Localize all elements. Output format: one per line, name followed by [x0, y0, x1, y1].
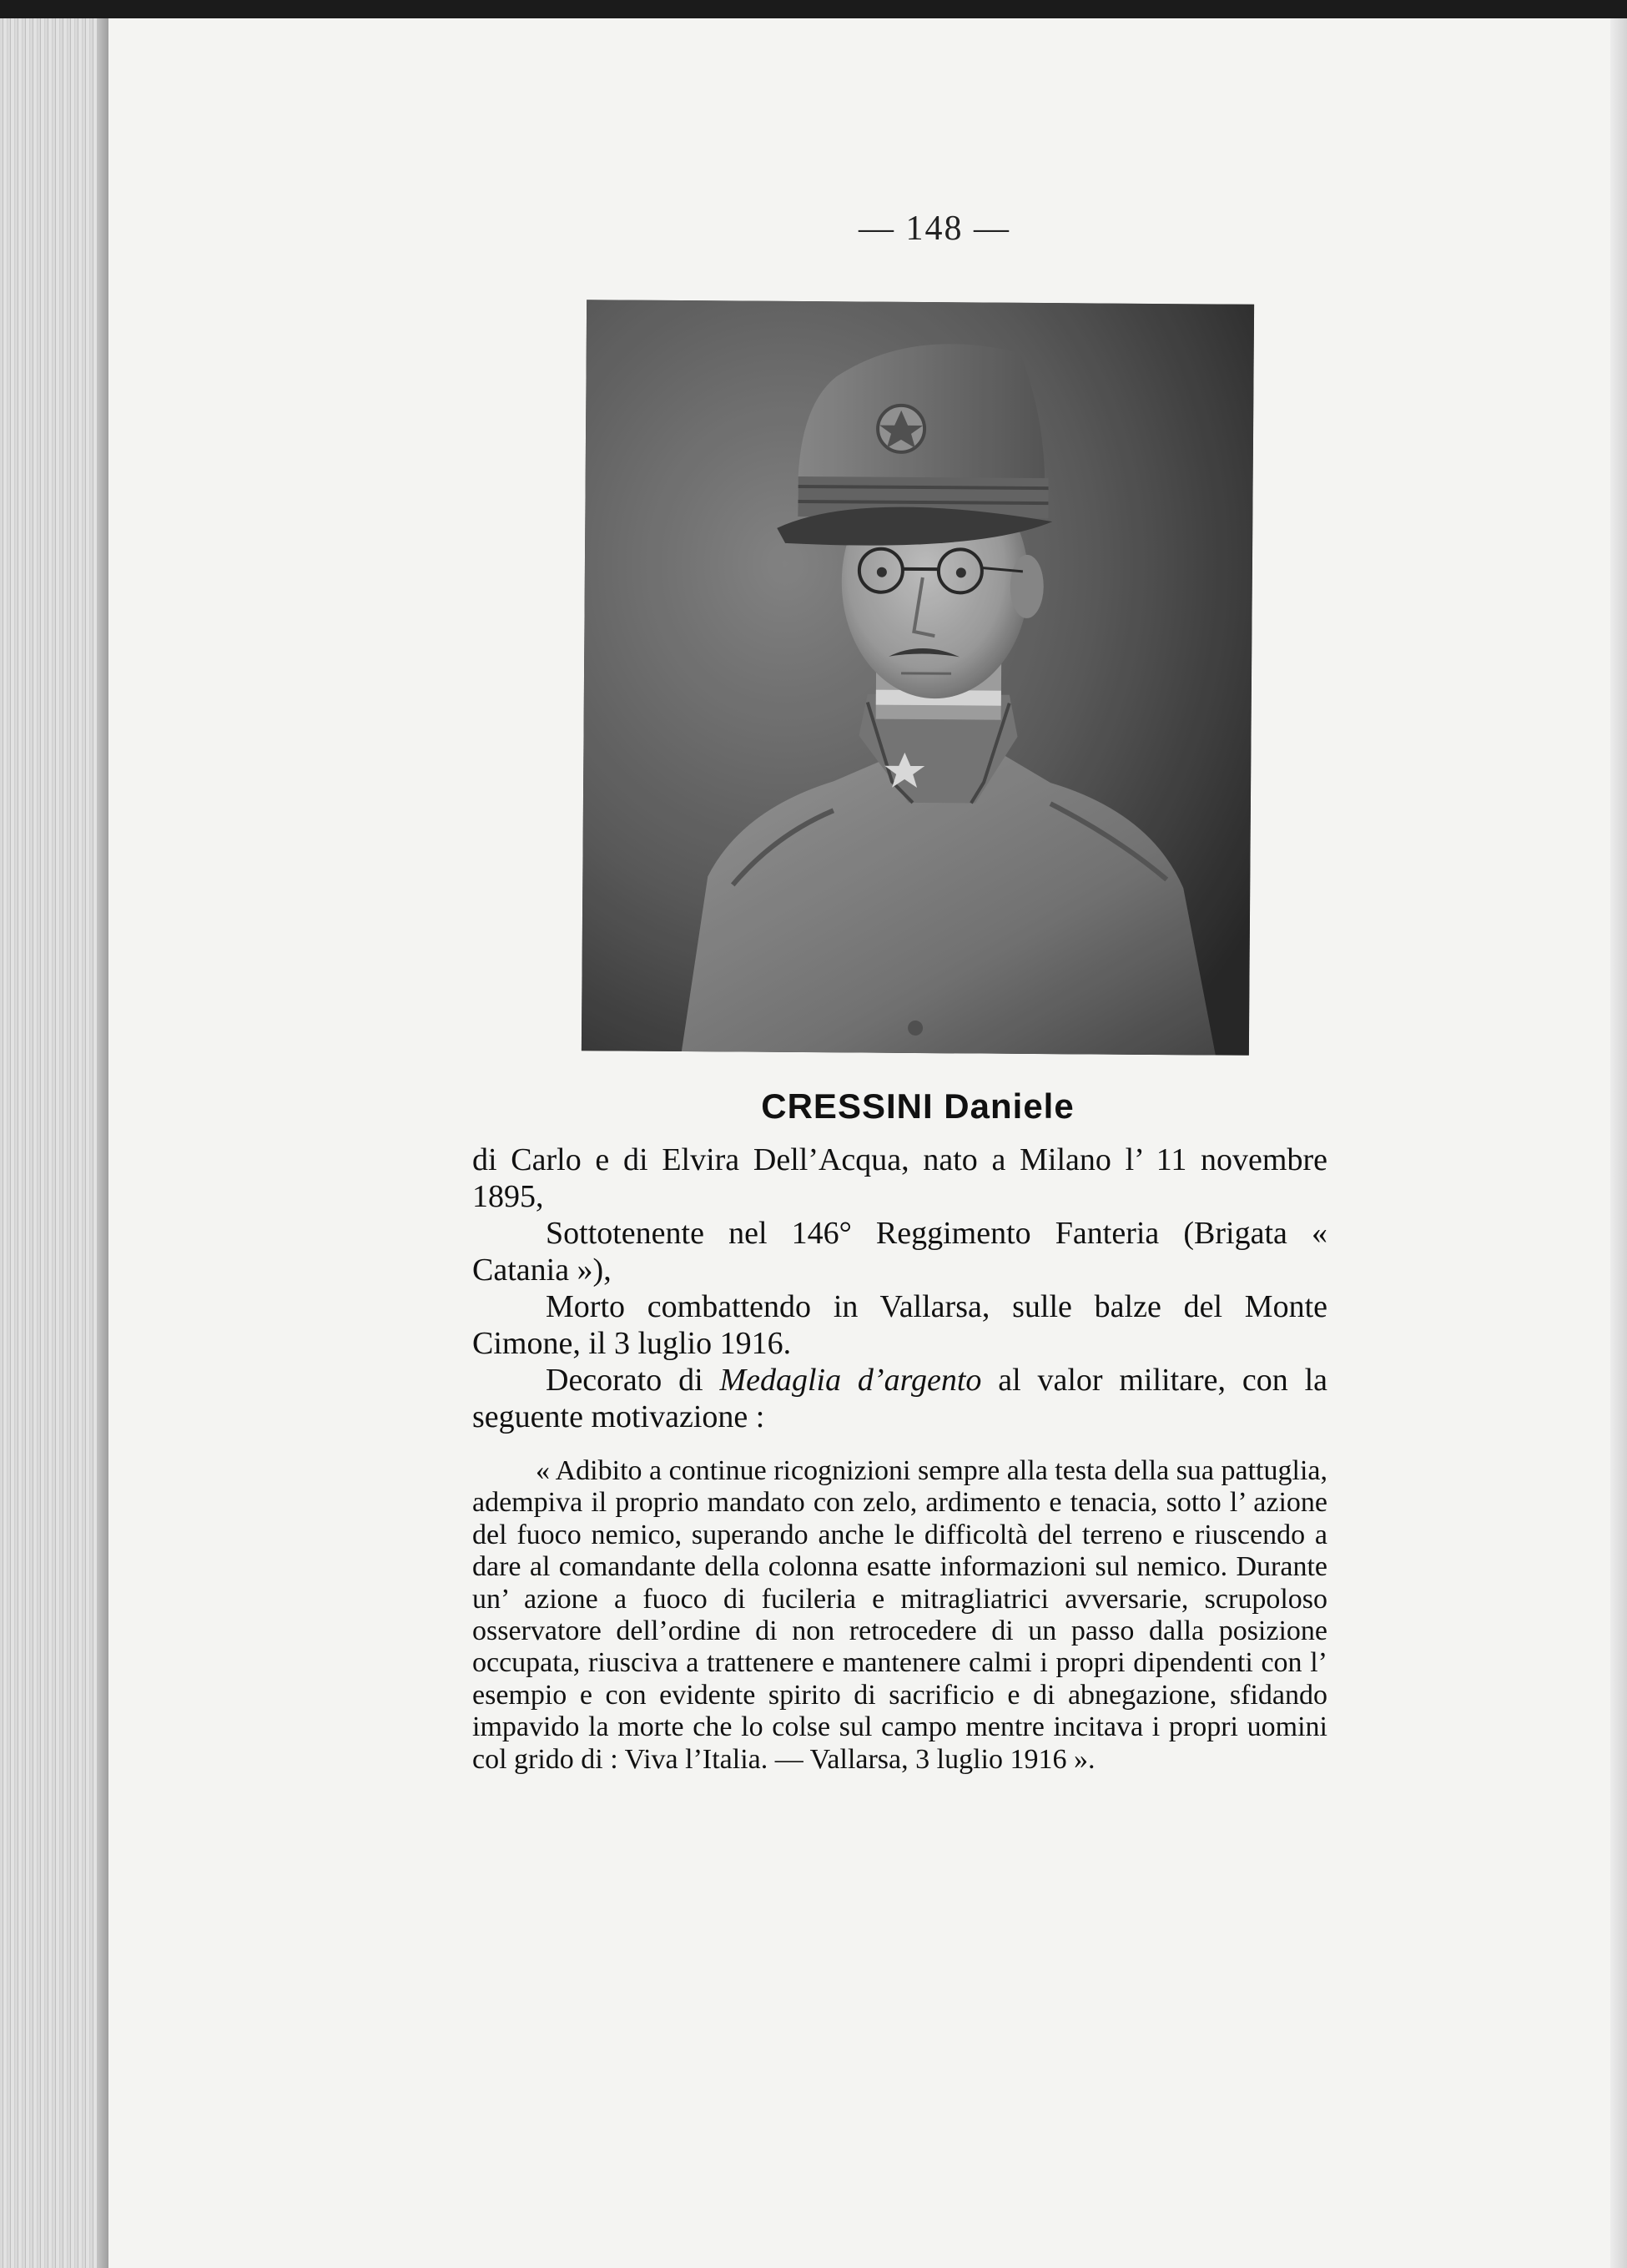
book-page-edges: [0, 18, 108, 2268]
medal-name: Medaglia d’argento: [719, 1363, 982, 1398]
death-paragraph: Morto combattendo in Vallarsa, sulle balze del Monte Cimone, il 3 luglio 1916.: [472, 1289, 1327, 1361]
decoration-paragraph: [472, 1362, 1327, 1435]
decoration-prefix: Decorato di: [546, 1363, 703, 1398]
person-name-heading: CRESSINI Daniele: [761, 1086, 1075, 1126]
page-number: — 148 —: [859, 209, 1010, 248]
citation-paragraph: « Adibito a continue ricognizioni sempre alla testa della sua pattuglia, adempiva il proprio mandato con zelo, ardimento e tenacia, sotto l’ azione del fuoco nemico, superando anche le difficoltà del terreno e riuscendo a dare al comandante della colonna esatte informazioni sul nemico. Durante un’ azione a fuoco di fucileria e mitragliatrici avversarie, scrupoloso osservatore dell’ordine di non retrocedere di un passo dalla posizione occupata, riusciva a trattenere e mantenere calmi i propri dipendenti con l’ esempio e con evidente spirito di sacrificio e di abnegazione, sfidando impavido la morte che lo colse sul campo mentre incitava i propri uomini col grido di : Viva l’Italia. — Vallarsa, 3 luglio 1916 ».: [472, 1455, 1327, 1775]
birth-paragraph: di Carlo e di Elvira Dell’Acqua, nato a Milano l’ 11 novembre 1895,: [472, 1142, 1327, 1214]
rank-paragraph: Sottotenente nel 146° Reggimento Fanteria (Brigata « Catania »),: [472, 1216, 1327, 1288]
portrait-illustration: [582, 300, 1254, 1056]
page-right-edge: [1610, 18, 1627, 2268]
soldier-portrait-photo: [582, 300, 1254, 1056]
scanner-top-edge: [0, 0, 1627, 18]
biography-text: [472, 1142, 1327, 1804]
decoration-suffix: al valor militare, con la seguente motivazione :: [472, 1363, 1327, 1434]
